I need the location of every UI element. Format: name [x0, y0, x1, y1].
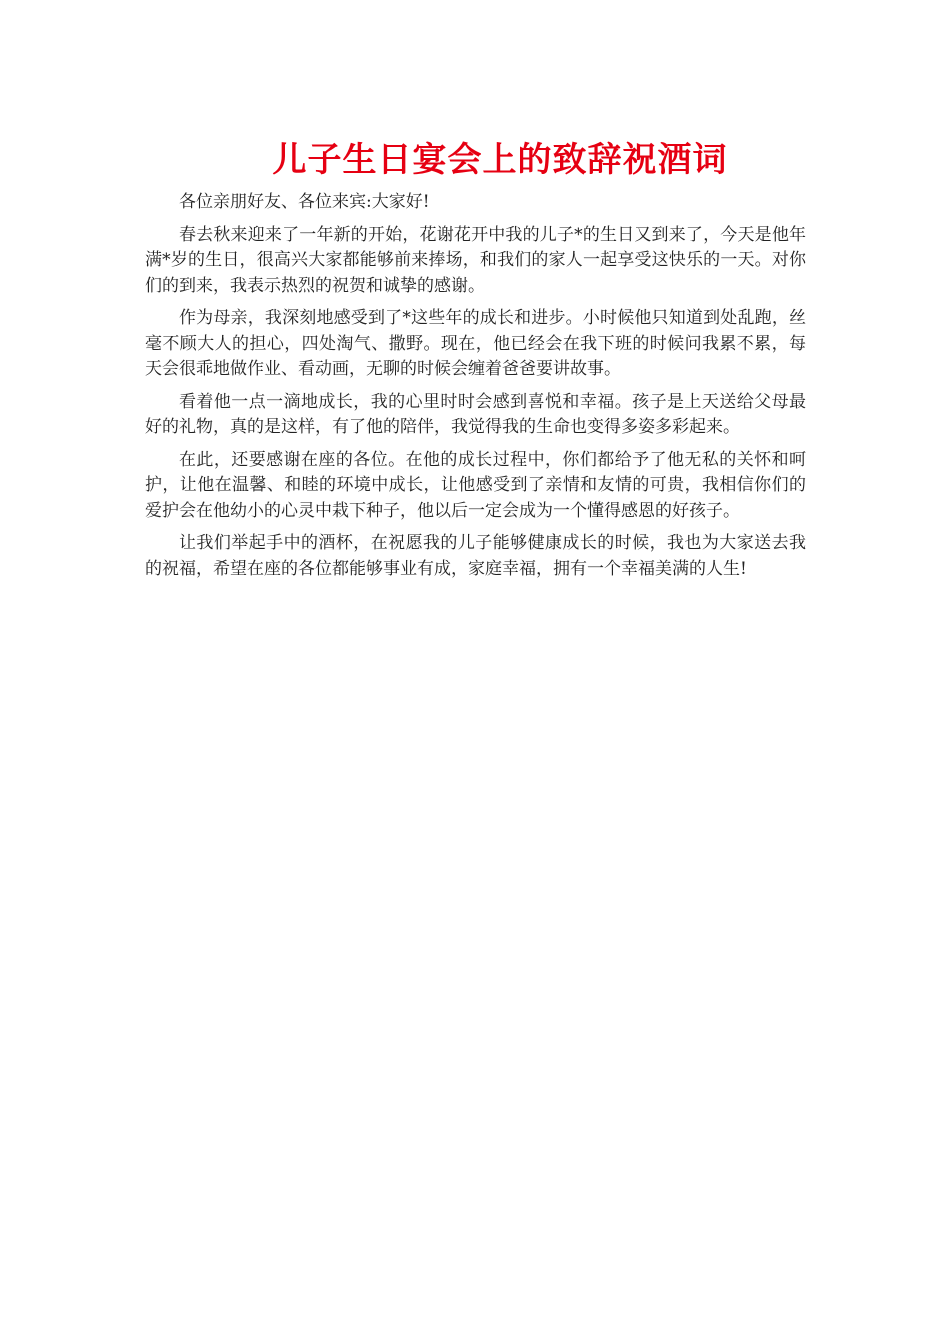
document-body [145, 190, 806, 589]
paragraph: 让我们举起手中的酒杯，在祝愿我的儿子能够健康成长的时候，我也为大家送去我的祝福，希望在座的各位都能够事业有成，家庭幸福，拥有一个幸福美满的人生! [145, 533, 806, 579]
paragraph: 在此，还要感谢在座的各位。在他的成长过程中，你们都给予了他无私的关怀和呵护，让他在温馨、和睦的环境中成长，让他感受到了亲情和友情的可贵，我相信你们的爱护会在他幼小的心灵中栽下种子，他以后一定会成为一个懂得感恩的好孩子。 [145, 449, 806, 521]
paragraph: 春去秋来迎来了一年新的开始，花谢花开中我的儿子*的生日又到来了，今天是他年满*岁的生日，很高兴大家都能够前来捧场，和我们的家人一起享受这快乐的一天。对你们的到来，我表示热烈的祝贺和诚挚的感谢。 [145, 224, 806, 296]
paragraph-greeting: 各位亲朋好友、各位来宾:大家好! [179, 192, 430, 212]
paragraph: 看着他一点一滴地成长，我的心里时时会感到喜悦和幸福。孩子是上天送给父母最好的礼物，真的是这样，有了他的陪伴，我觉得我的生命也变得多姿多彩起来。 [145, 391, 806, 437]
paragraph: 作为母亲，我深刻地感受到了*这些年的成长和进步。小时候他只知道到处乱跑，丝毫不顾大人的担心，四处淘气、撒野。现在，他已经会在我下班的时候问我累不累，每天会很乖地做作业、看动画，无聊的时候会缠着爸爸要讲故事。 [145, 308, 806, 379]
document-title: 儿子生日宴会上的致辞祝酒词 [272, 140, 728, 180]
